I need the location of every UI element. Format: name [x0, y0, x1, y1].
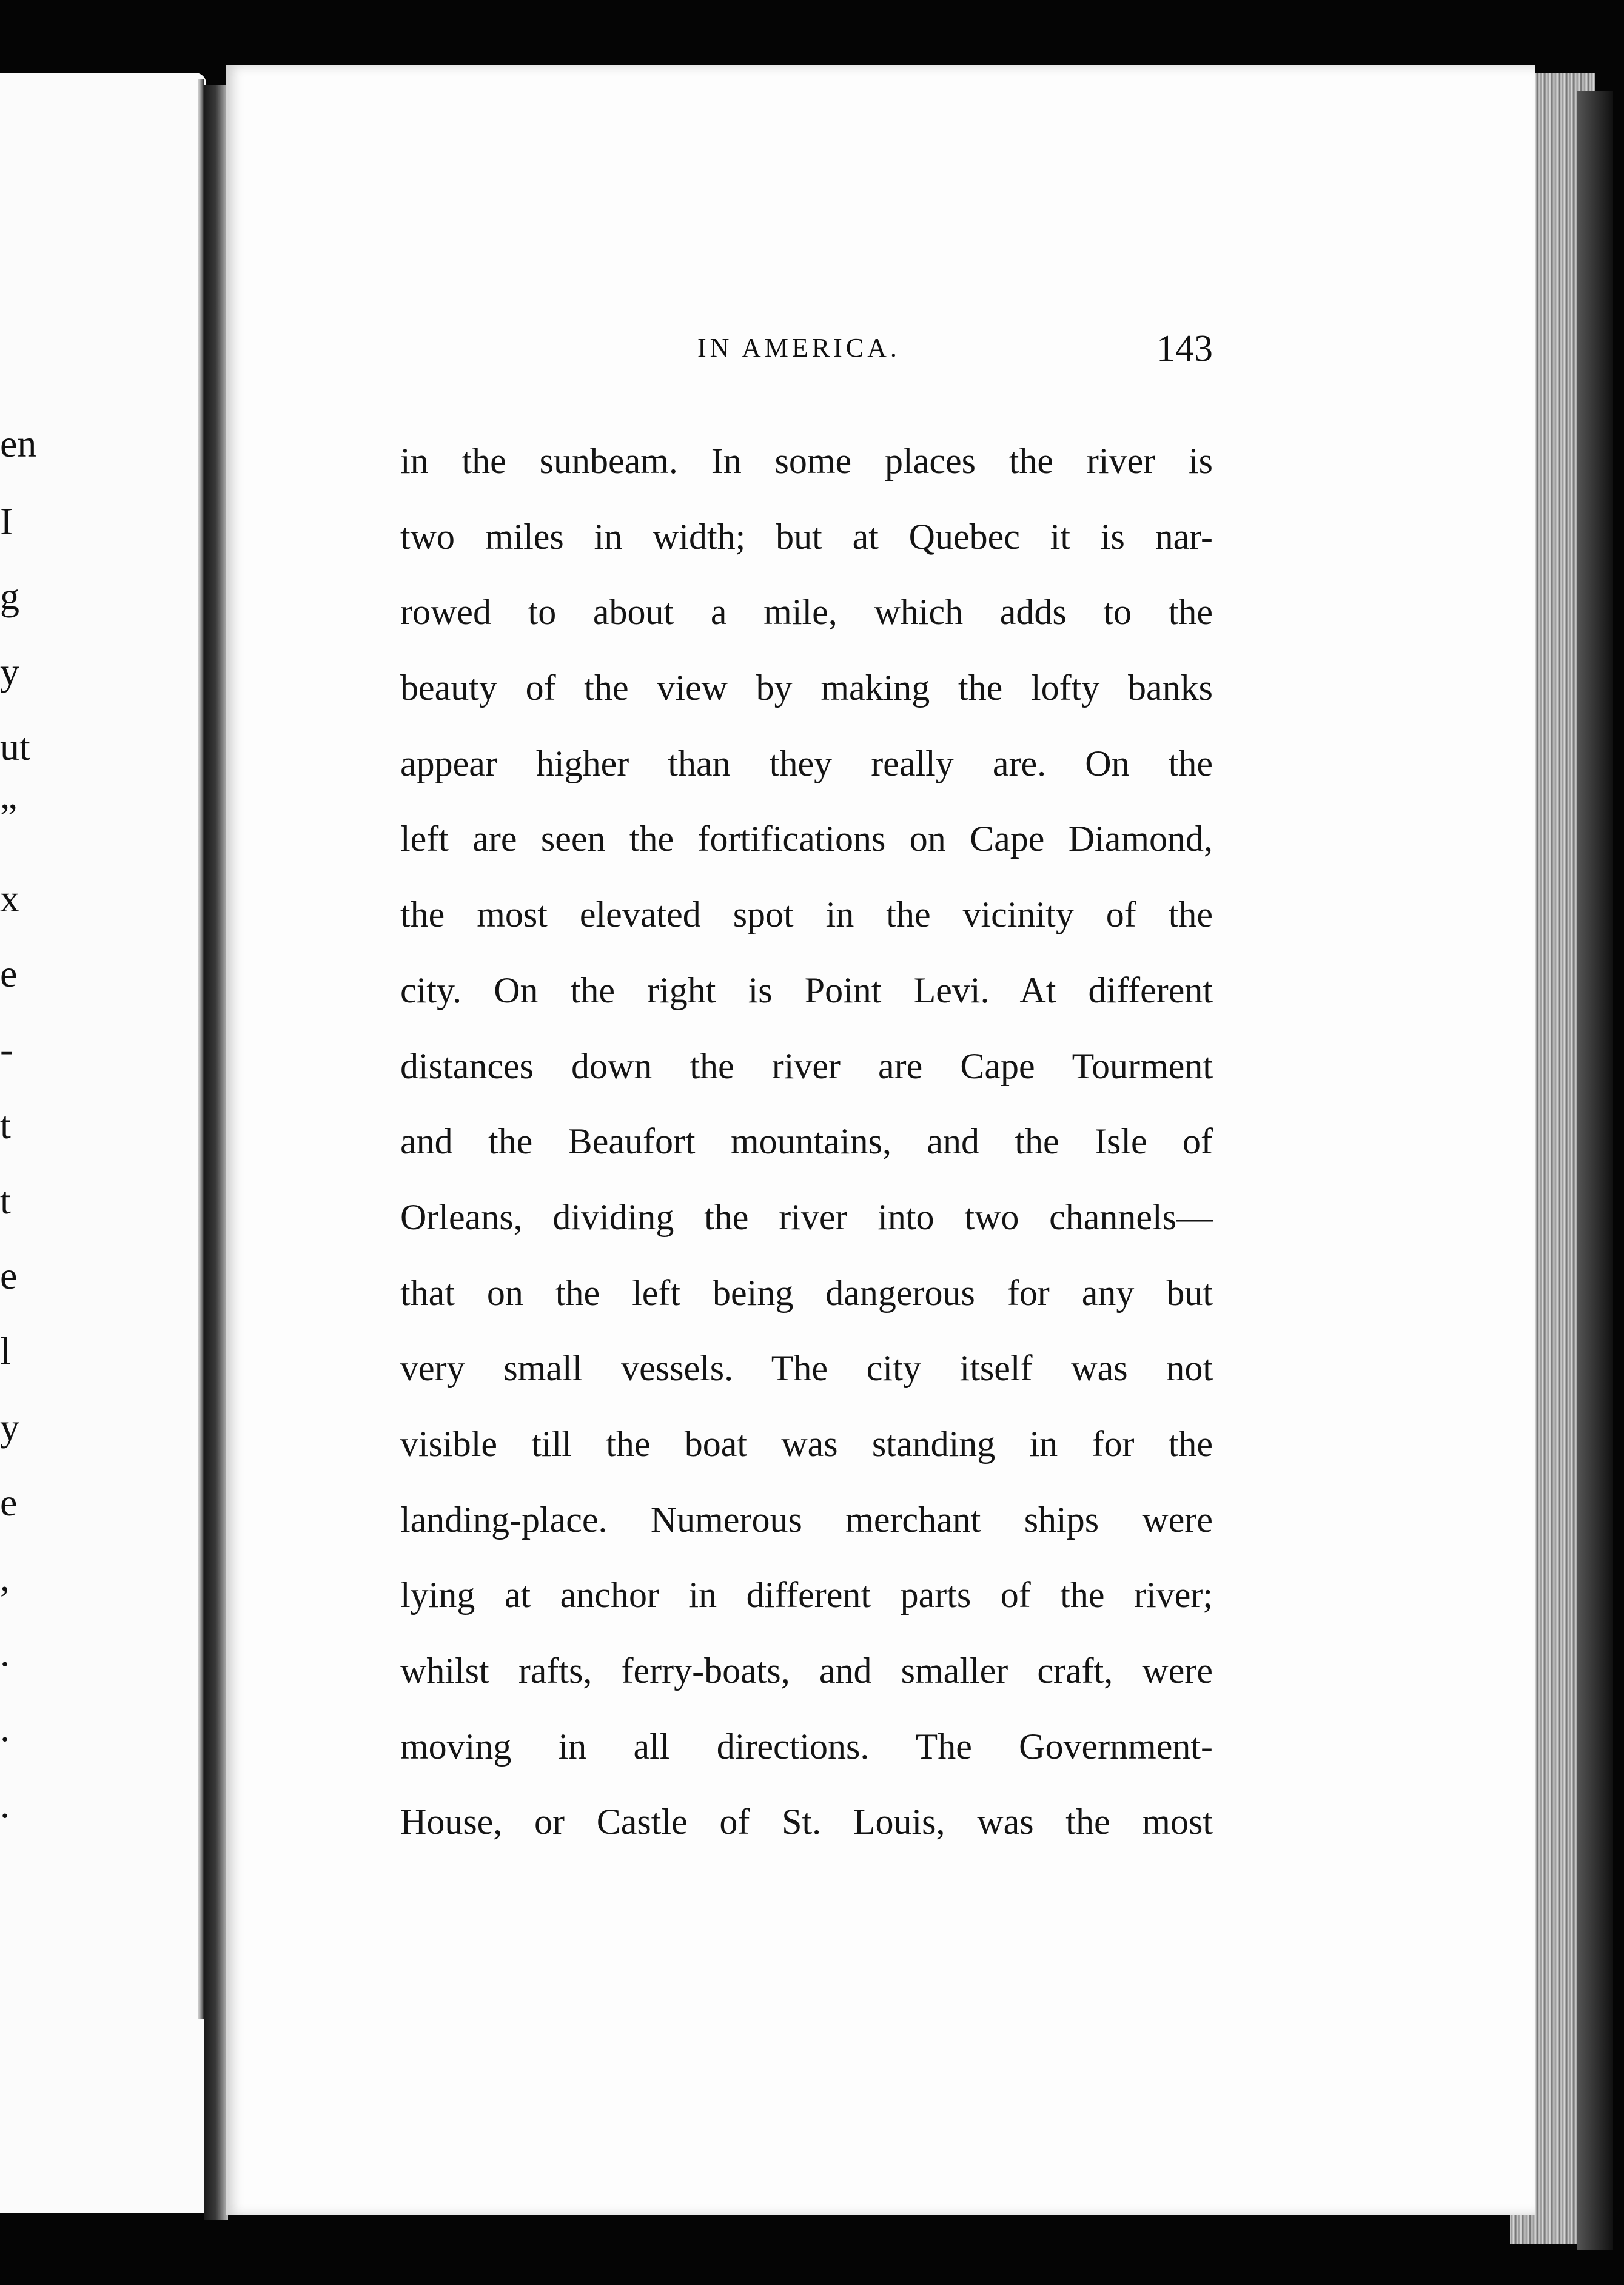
text-line: two miles in width; but at Quebec it is nar- — [400, 516, 1213, 557]
text-line: whilst rafts, ferry-boats, and smaller craft, were — [400, 1651, 1213, 1691]
running-head — [400, 327, 1213, 370]
text-line: very small vessels. The city itself was not — [400, 1348, 1213, 1389]
fragment: ut — [0, 725, 30, 768]
text-line: rowed to about a mile, which adds to the — [400, 592, 1213, 632]
fragment: e — [0, 1481, 18, 1524]
fragment: . — [0, 1783, 10, 1826]
text-line: beauty of the view by making the lofty banks — [400, 668, 1213, 708]
facing-page-edge — [198, 79, 204, 2019]
text-line: in the sunbeam. In some places the river is — [400, 441, 1213, 481]
text-line: House, or Castle of St. Louis, was the most — [400, 1802, 1213, 1842]
fragment: e — [0, 952, 18, 995]
body-text — [400, 423, 1213, 1860]
text-line: moving in all directions. The Government- — [400, 1726, 1213, 1767]
facing-page-text-fragments — [0, 0, 36, 2285]
fragment: e — [0, 1254, 18, 1297]
fragment: t — [0, 1104, 11, 1147]
text-line: landing-place. Numerous merchant ships were — [400, 1499, 1213, 1540]
text-line: distances down the river are Cape Tourment — [400, 1045, 1213, 1086]
fragment: ” — [0, 796, 18, 839]
text-line: lying at anchor in different parts of the river; — [400, 1575, 1213, 1616]
fragment: en — [0, 422, 37, 465]
text-line: Orleans, dividing the river into two channels— — [400, 1196, 1213, 1237]
text-line: visible till the boat was standing in for the — [400, 1423, 1213, 1464]
running-title: IN AMERICA. — [697, 333, 901, 363]
page-number: 143 — [1156, 328, 1213, 369]
fragment: , — [0, 1556, 10, 1599]
fragment: . — [0, 1631, 10, 1674]
fragment: - — [0, 1027, 13, 1070]
book-gutter — [204, 85, 228, 2220]
fragment: t — [0, 1179, 11, 1222]
text-line: appear higher than they really are. On the — [400, 743, 1213, 783]
fragment: l — [0, 1329, 11, 1372]
fragment: . — [0, 1706, 10, 1750]
text-line: and the Beaufort mountains, and the Isle of — [400, 1121, 1213, 1162]
fragment: I — [0, 500, 13, 543]
fragment: g — [0, 575, 19, 618]
text-line: city. On the right is Point Levi. At different — [400, 970, 1213, 1010]
book-cover-edge — [1577, 91, 1613, 2250]
fragment: y — [0, 650, 19, 693]
fragment: x — [0, 877, 19, 920]
fragment: y — [0, 1406, 19, 1449]
text-line: left are seen the fortifications on Cape Diamond, — [400, 819, 1213, 859]
text-line: that on the left being dangerous for any but — [400, 1272, 1213, 1313]
text-line: the most elevated spot in the vicinity of the — [400, 894, 1213, 935]
